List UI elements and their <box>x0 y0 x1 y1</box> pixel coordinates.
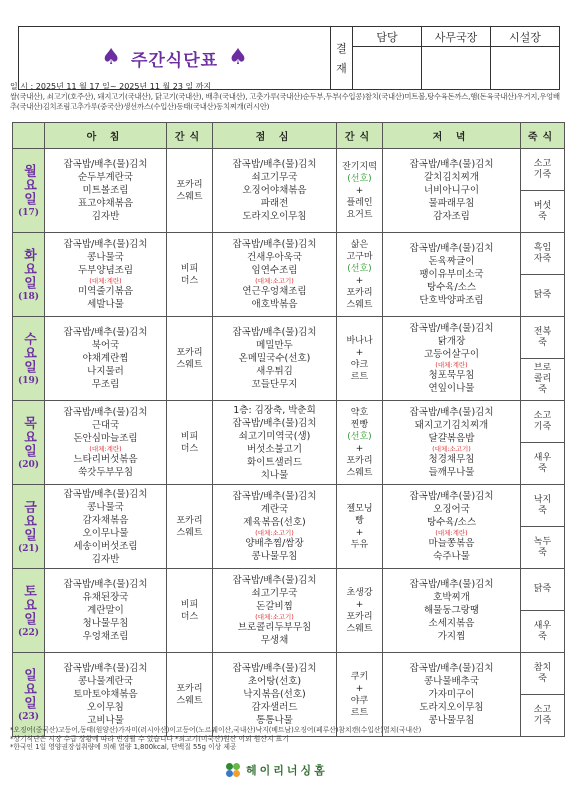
am-snack-cell <box>167 569 213 653</box>
lunch-cell <box>213 317 337 401</box>
menu-item: 낙지볶음(선호) <box>243 689 306 700</box>
menu-item: + <box>355 185 364 196</box>
menu-item: 연근우엉채조림 <box>242 286 307 297</box>
menu-item: 잡곡밥/배추(물)김치 <box>409 407 494 418</box>
day-name: 토요일 <box>21 583 36 626</box>
day-label <box>13 317 45 401</box>
menu-item: + <box>355 599 364 610</box>
day-label <box>13 149 45 233</box>
day-row <box>13 653 565 737</box>
menu-item: 스웨트 <box>176 359 203 370</box>
menu-item: 파래전 <box>260 198 289 209</box>
menu-item: 잡곡밥/배추(물)김치 <box>63 239 148 250</box>
lunch-cell <box>213 149 337 233</box>
menu-item: 너비아니구이 <box>423 185 480 196</box>
menu-item: 브로콜리두부무침 <box>237 622 312 633</box>
menu-item: 콩나물국 <box>87 252 124 263</box>
day-row <box>13 485 565 569</box>
dinner-cell <box>383 569 521 653</box>
menu-item: 스웨트 <box>176 695 203 706</box>
menu-item: 꼬들단무지 <box>251 379 298 390</box>
menu-item: + <box>355 443 364 454</box>
menu-item: 돈갈비찜 <box>256 601 293 612</box>
menu-item: 쇠고기무국 <box>251 588 298 599</box>
approval-manager: 사무국장 <box>422 27 491 89</box>
menu-item: 감자조림 <box>433 211 470 222</box>
menu-item: 스웨트 <box>346 467 373 478</box>
menu-item: 초어탕(선호) <box>247 676 302 687</box>
menu-item: (대체:소고기) <box>255 529 294 537</box>
menu-item: 연잎이나물 <box>428 383 475 394</box>
menu-item: 약호 <box>350 407 369 418</box>
menu-item: 돈육짜글이 <box>428 256 475 267</box>
day-label <box>13 401 45 485</box>
menu-item: 비피 <box>180 263 199 274</box>
menu-item: 포카리 <box>346 455 373 466</box>
porridge-item: 참치죽 <box>521 653 564 695</box>
menu-item: 가자미구이 <box>428 689 475 700</box>
menu-item: 더스 <box>180 443 199 454</box>
menu-item: 삶은 <box>350 239 369 250</box>
menu-item: 물파래무침 <box>428 198 475 209</box>
logo-dot <box>226 770 233 777</box>
menu-item: 잡곡밥/배추(물)김치 <box>409 491 494 502</box>
breakfast-cell <box>45 317 167 401</box>
menu-item: 야쿠 <box>350 695 369 706</box>
page-title: 주간식단표 <box>130 50 219 71</box>
menu-item: (선호) <box>347 173 372 184</box>
menu-item: + <box>355 275 364 286</box>
menu-item: 탕수육/소스 <box>426 282 477 293</box>
day-name: 수요일 <box>21 331 36 374</box>
day-name: 금요일 <box>21 499 36 542</box>
menu-item: 닭개장 <box>437 336 466 347</box>
menu-item: 잡곡밥/배추(물)김치 <box>63 488 148 500</box>
col-am-snack: 간식 <box>167 123 213 149</box>
col-dinner: 저 녁 <box>383 123 521 149</box>
porridge-item: 브로콜리죽 <box>533 363 552 395</box>
menu-item: 잡곡밥/배추(물)김치 <box>63 579 148 590</box>
day-label <box>13 569 45 653</box>
menu-item: 계란국 <box>260 504 289 515</box>
menu-item: 건새우아욱국 <box>246 252 303 263</box>
menu-item: 새우튀김 <box>256 366 293 377</box>
menu-item: 통통나물 <box>256 715 293 726</box>
menu-item: 두유 <box>350 539 369 550</box>
porridge-cell <box>521 401 565 485</box>
menu-item: 잡곡밥/배추(물)김치 <box>409 663 494 674</box>
lunch-cell <box>213 233 337 317</box>
pm-snack-cell <box>337 233 383 317</box>
footer-notes: *오징어(중국산)고등어,동태(원양산)가자미(러시아산)이고등어(노르웨이산,국내산)낙지(베트남)오징어(페루산)참치캔(수입산)멸치(국내산) *상기식단은 시장 수급 상황에 따라 변경될 수 있습니다 *쇠고기(미국산)원산 이외 원산지 표기 *한국인 1일 영양권장섭취량에 의해 열량 1,800kcal, 단백질 55g 이상 제공 <box>10 726 422 752</box>
menu-item: 포카리 <box>346 611 373 622</box>
menu-item: 잡곡밥/배추(물)김치 <box>232 239 317 250</box>
logo-dot <box>233 763 240 770</box>
day-row <box>13 233 565 317</box>
menu-item: 잡곡밥/배추(물)김치 <box>232 159 317 170</box>
menu-item: 우엉채조림 <box>82 631 129 642</box>
menu-item: 포카리 <box>346 287 373 298</box>
menu-item: 숙주나물 <box>433 551 470 562</box>
menu-item: 포카리 <box>176 515 203 526</box>
day-date: (20) <box>17 459 40 470</box>
menu-item: 바나나 <box>346 335 373 346</box>
menu-item: 근대국 <box>91 420 120 431</box>
menu-item: (대체:소고기) <box>432 445 471 453</box>
menu-item: 플레인 <box>346 197 373 208</box>
menu-item: 스웨트 <box>176 191 203 202</box>
approval-box <box>331 26 560 90</box>
dinner-cell <box>383 149 521 233</box>
menu-item: 잡곡밥/배추(물)김치 <box>63 327 148 338</box>
dinner-cell <box>383 485 521 569</box>
porridge-item: 소고기죽 <box>521 401 564 443</box>
menu-item: + <box>355 683 364 694</box>
porridge-item: 소고기죽 <box>533 704 552 726</box>
menu-item: 야채계란찜 <box>82 353 129 364</box>
menu-item: 청포묵무침 <box>428 370 475 381</box>
am-snack-cell <box>167 401 213 485</box>
menu-item: 도라지오이무침 <box>242 211 307 222</box>
menu-item: 잡곡밥/배추(물)김치 <box>409 579 494 590</box>
porridge-item: 닭죽 <box>521 569 564 611</box>
pm-snack-cell <box>337 317 383 401</box>
brand-name: 헤이리너싱홈 <box>246 764 328 777</box>
menu-item: 청경채무침 <box>428 454 475 465</box>
menu-item: 잔기지떡 <box>342 161 377 172</box>
breakfast-cell <box>45 149 167 233</box>
porridge-item: 녹두죽 <box>533 536 552 558</box>
day-date: (17) <box>17 207 40 218</box>
day-row <box>13 317 565 401</box>
porridge-item: 버섯죽 <box>533 200 552 222</box>
title-box <box>18 26 331 90</box>
menu-item: 고구마 <box>346 251 373 262</box>
menu-item: 잡곡밥/배추(물)김치 <box>63 663 148 674</box>
porridge-item: 새우죽 <box>533 452 552 474</box>
menu-item: 잡곡밥/배추(물)김치 <box>232 575 317 586</box>
menu-item: 요거트 <box>346 209 373 220</box>
menu-item: 온메밀국수(선호) <box>238 353 311 364</box>
porridge-item: 낙지죽 <box>521 485 564 527</box>
origin-text: 쌀(국내산), 쇠고기(호주산), 돼지고기(국내산), 닭고기(국내산), 배추(국내산), 고춧가루(국내산)순두부,두부(수입콩)참치(국내산)미트볼,탕수육돈까스,햄(돈육국내산)우거지,우엉배추(국내산)김치조림고추가루(중국산)생선까스(수입산)동태(국내산)동치찌개(러시안) <box>10 92 560 111</box>
menu-item: 쿠키 <box>350 671 369 682</box>
menu-item: 오이무나물 <box>82 527 129 539</box>
menu-item: (선호) <box>347 431 372 442</box>
signature-box <box>491 47 559 89</box>
menu-item: (선호) <box>347 263 372 274</box>
menu-item: 더스 <box>180 611 199 622</box>
menu-item: 잡곡밥/배추(물)김치 <box>409 159 494 170</box>
approval-staff: 담당 <box>353 27 422 89</box>
menu-item: 계란말이 <box>87 605 124 616</box>
breakfast-cell <box>45 653 167 737</box>
menu-item: 젤모닝 <box>346 503 373 514</box>
menu-item: 고등어살구이 <box>423 349 480 360</box>
menu-item: 스웨트 <box>346 299 373 310</box>
day-label <box>13 653 45 737</box>
menu-item: (대체:소고기) <box>255 277 294 285</box>
menu-item: 스웨트 <box>176 527 203 538</box>
porridge-cell <box>521 569 565 653</box>
signature-box <box>353 47 421 89</box>
day-name: 월요일 <box>21 163 36 206</box>
menu-item: 양배추찜/쌈장 <box>245 538 304 549</box>
pm-snack-cell <box>337 485 383 569</box>
porridge-item: 닭죽 <box>533 290 552 300</box>
spade-icon: ♠ <box>101 45 121 70</box>
menu-item: 임연수조림 <box>251 265 298 276</box>
menu-item: 갈치김치찌개 <box>423 172 480 183</box>
menu-item: (대체:계란) <box>89 445 122 453</box>
menu-item: 무생채 <box>260 635 289 646</box>
lunch-cell <box>213 653 337 737</box>
menu-item: 르트 <box>350 371 369 382</box>
menu-item: 청나물무침 <box>82 618 129 629</box>
menu-item: 가지찜 <box>437 631 466 642</box>
menu-item: (대체:소고기) <box>255 613 294 621</box>
col-porridge: 죽식 <box>521 123 565 149</box>
breakfast-cell <box>45 401 167 485</box>
menu-item: 달걀볶음밥 <box>428 433 475 444</box>
menu-item: 찐빵 <box>350 419 369 430</box>
menu-item: + <box>355 347 364 358</box>
menu-item: 쇠고기무국 <box>251 172 298 183</box>
pm-snack-cell <box>337 149 383 233</box>
lunch-cell <box>213 569 337 653</box>
menu-table <box>12 122 565 737</box>
menu-item: 잡곡밥/배추(물)김치 <box>232 417 317 429</box>
menu-item: 소세지볶음 <box>428 618 475 629</box>
menu-item: 북어국 <box>91 340 120 351</box>
day-name: 일요일 <box>21 667 36 710</box>
menu-item: 콩나물배추국 <box>423 676 480 687</box>
menu-item: 치나물 <box>260 469 289 481</box>
menu-item: 쑥갓두부무침 <box>77 467 134 478</box>
menu-item: 단호박양파조림 <box>419 295 484 306</box>
menu-item: 1층: 김장축, 박춘희 <box>233 404 316 416</box>
menu-item: 미트볼조림 <box>82 185 129 196</box>
porridge-cell <box>521 233 565 317</box>
signature-box <box>422 47 490 89</box>
menu-item: 돈안심마늘조림 <box>73 433 138 444</box>
menu-item: 초생강 <box>346 587 373 598</box>
porridge-cell <box>521 485 565 569</box>
menu-item: 쇠고기미역국(생) <box>238 430 311 442</box>
porridge-item: 새우죽 <box>533 620 552 642</box>
menu-item: 오징어국 <box>433 504 470 515</box>
header-row <box>13 123 565 149</box>
porridge-cell <box>521 317 565 401</box>
dinner-cell <box>383 401 521 485</box>
dinner-cell <box>383 317 521 401</box>
menu-item: 감자채볶음 <box>82 514 129 526</box>
menu-item: 야크 <box>350 359 369 370</box>
breakfast-cell <box>45 569 167 653</box>
brand <box>226 762 328 778</box>
menu-item: 김자반 <box>91 553 120 565</box>
menu-item: 잡곡밥/배추(물)김치 <box>63 407 148 418</box>
porridge-item: 흑임자죽 <box>521 233 564 275</box>
approval-director: 시설장 <box>491 27 559 89</box>
menu-item: 무조림 <box>91 379 120 390</box>
menu-item: 콩나물계란국 <box>77 676 134 687</box>
menu-item: 표고야채볶음 <box>77 198 134 209</box>
menu-item: 버섯소불고기 <box>246 443 303 455</box>
menu-item: 콩나물국 <box>87 501 124 513</box>
menu-item: 고비나물 <box>87 715 124 726</box>
day-date: (21) <box>17 543 40 554</box>
logo-dot <box>226 763 233 770</box>
menu-item: 비피 <box>180 599 199 610</box>
menu-item: 잡곡밥/배추(물)김치 <box>409 243 494 254</box>
day-row <box>13 401 565 485</box>
menu-item: 애호박볶음 <box>251 299 298 310</box>
porridge-cell <box>521 653 565 737</box>
menu-item: 감자샐러드 <box>251 702 298 713</box>
menu-item: 돼지고기김치찌개 <box>414 420 489 431</box>
menu-item: 포카리 <box>176 179 203 190</box>
menu-item: (대체:계란) <box>435 529 468 537</box>
menu-item: 잡곡밥/배추(물)김치 <box>232 491 317 502</box>
menu-item: 비피 <box>180 431 199 442</box>
menu-item: 도라지오이무침 <box>419 702 484 713</box>
menu-item: 해물동그랑땡 <box>423 605 480 616</box>
lunch-cell <box>213 485 337 569</box>
pm-snack-cell <box>337 569 383 653</box>
porridge-item: 전복죽 <box>521 317 564 359</box>
breakfast-cell <box>45 485 167 569</box>
menu-item: 들깨무나물 <box>428 467 475 478</box>
menu-item: 포카리 <box>176 683 203 694</box>
menu-item: 제육볶음(선호) <box>243 517 306 528</box>
day-date: (19) <box>17 375 40 386</box>
menu-item: 잡곡밥/배추(물)김치 <box>232 327 317 338</box>
corner-cell <box>13 123 45 149</box>
day-name: 목요일 <box>21 415 36 458</box>
day-row <box>13 569 565 653</box>
porridge-cell <box>521 149 565 233</box>
menu-item: 팽이유부미소국 <box>419 269 484 280</box>
menu-item: 더스 <box>180 275 199 286</box>
breakfast-cell <box>45 233 167 317</box>
day-label <box>13 485 45 569</box>
menu-item: 오이무침 <box>87 702 124 713</box>
brand-logo-icon <box>226 763 240 777</box>
menu-item: 콩나물무침 <box>428 715 475 726</box>
menu-item: 미역줄기볶음 <box>77 286 134 297</box>
menu-item: (대체:계란) <box>435 361 468 369</box>
pm-snack-cell <box>337 653 383 737</box>
menu-item: 빵 <box>355 515 364 526</box>
day-date: (22) <box>17 627 40 638</box>
col-lunch: 점 심 <box>213 123 337 149</box>
menu-item: 르트 <box>350 707 369 718</box>
menu-item: 잡곡밥/배추(물)김치 <box>409 323 494 334</box>
menu-item: 스웨트 <box>346 623 373 634</box>
menu-item: 토마토야채볶음 <box>73 689 138 700</box>
menu-item: 마늘쫑볶음 <box>428 538 475 549</box>
day-name: 화요일 <box>21 247 36 290</box>
menu-item: + <box>355 527 364 538</box>
menu-item: 두부양념조림 <box>77 265 134 276</box>
menu-item: 유채된장국 <box>82 592 129 603</box>
menu-item: 순두부계란국 <box>77 172 134 183</box>
day-date: (18) <box>17 291 40 302</box>
menu-item: 화이트샐러드 <box>246 456 303 468</box>
menu-item: (대체:계란) <box>89 277 122 285</box>
dinner-cell <box>383 653 521 737</box>
pm-snack-cell <box>337 401 383 485</box>
lunch-cell <box>213 401 337 485</box>
day-label <box>13 233 45 317</box>
menu-item: 잡곡밥/배추(물)김치 <box>63 159 148 170</box>
am-snack-cell <box>167 233 213 317</box>
menu-item: 세송이버섯조림 <box>73 540 138 552</box>
menu-item: 호박찌개 <box>433 592 470 603</box>
menu-item: 오징어야채볶음 <box>242 185 307 196</box>
menu-item: 김자반 <box>91 211 120 222</box>
menu-item: 콩나물무침 <box>251 551 298 562</box>
col-breakfast: 아 침 <box>45 123 167 149</box>
col-pm-snack: 간식 <box>337 123 383 149</box>
menu-item: 탕수육/소스 <box>426 517 477 528</box>
period-text: 일 시 : 2025년 11 월 17 일~ 2025년 11 월 23 일 까지 <box>10 82 212 91</box>
menu-item: 메밀만두 <box>256 340 293 351</box>
am-snack-cell <box>167 317 213 401</box>
dinner-cell <box>383 233 521 317</box>
menu-item: 느타리버섯볶음 <box>73 454 138 465</box>
logo-dot <box>233 770 240 777</box>
am-snack-cell <box>167 485 213 569</box>
day-date: (23) <box>17 711 40 722</box>
menu-item: 세발나물 <box>87 299 124 310</box>
menu-item: 포카리 <box>176 347 203 358</box>
spade-icon: ♠ <box>228 45 248 70</box>
menu-item: 잡곡밥/배추(물)김치 <box>232 663 317 674</box>
am-snack-cell <box>167 653 213 737</box>
menu-item: 나지물러 <box>87 366 124 377</box>
porridge-item: 소고기죽 <box>521 149 564 191</box>
am-snack-cell <box>167 149 213 233</box>
day-row <box>13 149 565 233</box>
approval-label: 결 재 <box>331 27 353 89</box>
